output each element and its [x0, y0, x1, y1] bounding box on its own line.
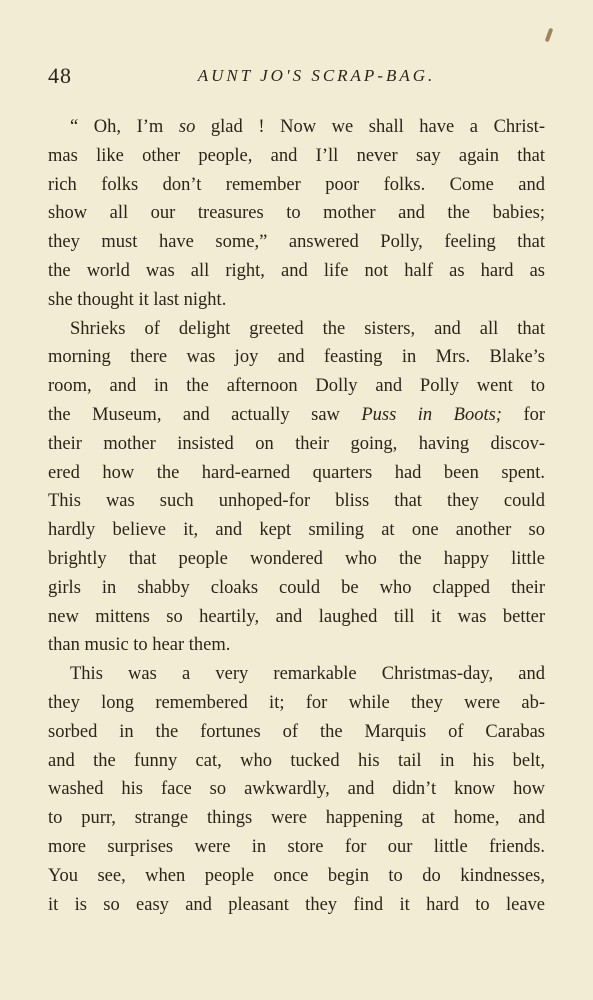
text-line: the Museum, and actually saw Puss in Boots; for: [48, 404, 546, 425]
text-line: they long remembered it; for while they were ab-: [48, 692, 545, 713]
text-line: girls in shabby cloaks could be who clapped their: [48, 577, 545, 598]
text-line: hardly believe it, and kept smiling at one another so: [48, 520, 545, 541]
text-line: their mother insisted on their going, having discov-: [48, 433, 545, 454]
emphasis-text: Puss in Boots;: [361, 404, 502, 425]
text-line: “ Oh, I’m so glad ! Now we shall have a Christ-: [70, 117, 545, 137]
emphasis-text: so: [178, 117, 196, 137]
text-line: more surprises were in store for our little friends.: [48, 836, 545, 857]
page-blemish: [545, 28, 554, 43]
text-line: she thought it last night.: [48, 289, 227, 310]
text-line: This was such unhoped-for bliss that they could: [48, 491, 545, 512]
paragraph: [48, 113, 545, 315]
paragraph: [48, 660, 545, 919]
text-line: brightly that people wondered who the happy little: [48, 548, 545, 569]
text-line: and the funny cat, who tucked his tail in his belt,: [48, 750, 545, 771]
text-line: they must have some,” answered Polly, feeling that: [48, 232, 545, 253]
text-line: You see, when people once begin to do kindnesses,: [48, 865, 545, 886]
text-line: ered how the hard-earned quarters had been spent.: [48, 462, 545, 483]
text-line: washed his face so awkwardly, and didn’t know how: [48, 779, 545, 800]
paragraph: [48, 315, 545, 661]
text-line: mas like other people, and I’ll never say again that: [48, 145, 545, 166]
text-line: than music to hear them.: [48, 635, 231, 656]
text-line: morning there was joy and feasting in Mrs. Blake’s: [48, 347, 545, 368]
text-line: it is so easy and pleasant they find it hard to leave: [48, 894, 545, 915]
text-line: new mittens so heartily, and laughed till it was better: [48, 606, 545, 627]
text-line: Shrieks of delight greeted the sisters, and all that: [70, 318, 545, 339]
text-line: the world was all right, and life not half as hard as: [48, 260, 545, 281]
text-line: rich folks don’t remember poor folks. Come and: [48, 174, 545, 195]
text-line: This was a very remarkable Christmas-day, and: [70, 664, 545, 685]
text-line: to purr, strange things were happening at home, and: [48, 808, 545, 829]
page-header: [48, 63, 545, 93]
running-head: AUNT JO'S SCRAP-BAG.: [197, 66, 436, 85]
text-line: room, and in the afternoon Dolly and Polly went to: [48, 376, 545, 397]
text-line: sorbed in the fortunes of the Marquis of Carabas: [48, 721, 545, 742]
text-line: show all our treasures to mother and the babies;: [48, 203, 545, 224]
page-number: 48: [48, 63, 72, 88]
body-text: [48, 113, 545, 919]
